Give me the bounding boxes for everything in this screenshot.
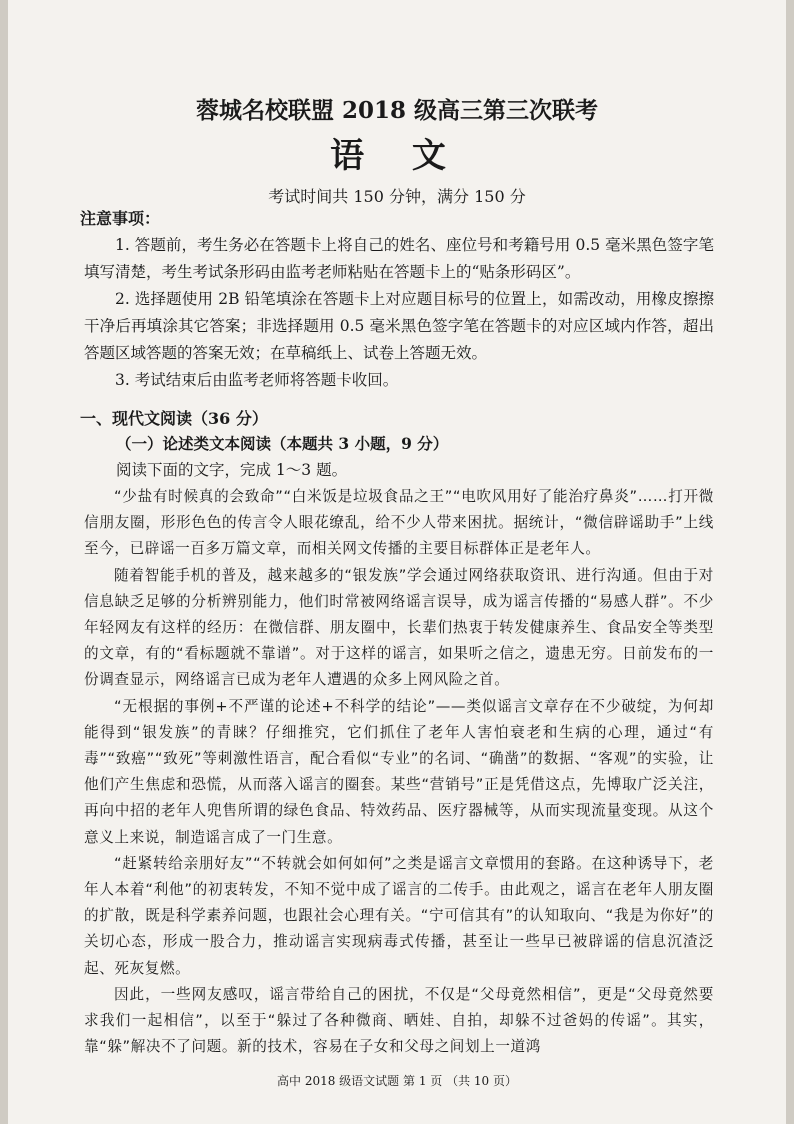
notice-heading: 注意事项：	[80, 209, 161, 228]
notice-item: 1. 答题前，考生务必在答题卡上将自己的姓名、座位号和考籍号用 0.5 毫米黑色签字笔填写清楚，考生考试条形码由监考老师粘贴在答题卡上的“贴条形码区”。	[84, 236, 714, 281]
subsection-heading: （一）论述类文本阅读（本题共 3 小题，9 分）	[116, 434, 449, 453]
passage-paragraph: “少盐有时候真的会致命”“白米饭是垃圾食品之王”“电吹风用好了能治疗鼻炎”……打开微信朋友圈，形形色色的传言令人眼花缭乱，给不少人带来困扰。据统计，“微信辟谣助手”上线至今，已辟谣一百多万篇文章，而相关网文传播的主要目标群体正是老年人。	[84, 488, 714, 558]
subject-title: 语 文	[330, 136, 464, 176]
notice-item: 2. 选择题使用 2B 铅笔填涂在答题卡上对应题目标号的位置上，如需改动，用橡皮擦擦干净后再填涂其它答案；非选择题用 0.5 毫米黑色签字笔在答题卡的对应区域内作答，超出答题区域答题的答案无效；在草稿纸上、试卷上答题无效。	[84, 290, 714, 362]
reading-instruction: 阅读下面的文字，完成 1～3 题。	[116, 461, 348, 479]
notice-item: 3. 考试结束后由监考老师将答题卡收回。	[115, 371, 399, 389]
passage-paragraph: 随着智能手机的普及，越来越多的“银发族”学会通过网络获取资讯、进行沟通。但由于对信息缺乏足够的分析辨别能力，他们时常被网络谣言误导，成为谣言传播的“易感人群”。不少年轻网友有这样的经历：在微信群、朋友圈中，长辈们热衷于转发健康养生、食品安全等类型的文章，有的“看标题就不靠谱”。对于这样的谣言，如果听之信之，遗患无穷。日前发布的一份调查显示，网络谣言已成为老年人遭遇的众多上网风险之首。	[84, 566, 714, 689]
page-footer: 高中 2018 级语文试题 第 1 页 （共 10 页）	[277, 1074, 517, 1088]
reading-passage	[84, 484, 714, 1060]
notice-list	[84, 232, 714, 394]
exam-title: 蓉城名校联盟 2018 级高三第三次联考	[195, 97, 599, 124]
exam-time-info: 考试时间共 150 分钟，满分 150 分	[268, 187, 526, 206]
passage-paragraph: “无根据的事例+不严谨的论述+不科学的结论”——类似谣言文章存在不少破绽，为何却能得到“银发族”的青睐？仔细推究，它们抓住了老年人害怕衰老和生病的心理，通过“有毒”“致癌”“致死”等刺激性语言，配合看似“专业”的名词、“确凿”的数据、“客观”的实验，让他们产生焦虑和恐慌，从而落入谣言的圈套。某些“营销号”正是凭借这点，先博取广泛关注，再向中招的老年人兜售所谓的绿色食品、特效药品、医疗器械等，从而实现流量变现。从这个意义上来说，制造谣言成了一门生意。	[84, 697, 714, 846]
passage-paragraph: “赶紧转给亲朋好友”“不转就会如何如何”之类是谣言文章惯用的套路。在这种诱导下，老年人本着“利他”的初衷转发，不知不觉中成了谣言的二传手。由此观之，谣言在老年人朋友圈的扩散，既是科学素养问题，也跟社会心理有关。“宁可信其有”的认知取向、“我是为你好”的关切心态，形成一股合力，推动谣言实现病毒式传播，甚至让一些早已被辟谣的信息沉渣泛起、死灰复燃。	[84, 854, 714, 977]
passage-paragraph: 因此，一些网友感叹，谣言带给自己的困扰，不仅是“父母竟然相信”，更是“父母竟然要求我们一起相信”，以至于“躲过了各种微商、晒娃、自拍，却躲不过爸妈的传谣”。其实，靠“躲”解决不了问题。新的技术，容易在子女和父母之间划上一道鸿	[84, 985, 714, 1056]
section-heading: 一、现代文阅读（36 分）	[80, 409, 268, 428]
